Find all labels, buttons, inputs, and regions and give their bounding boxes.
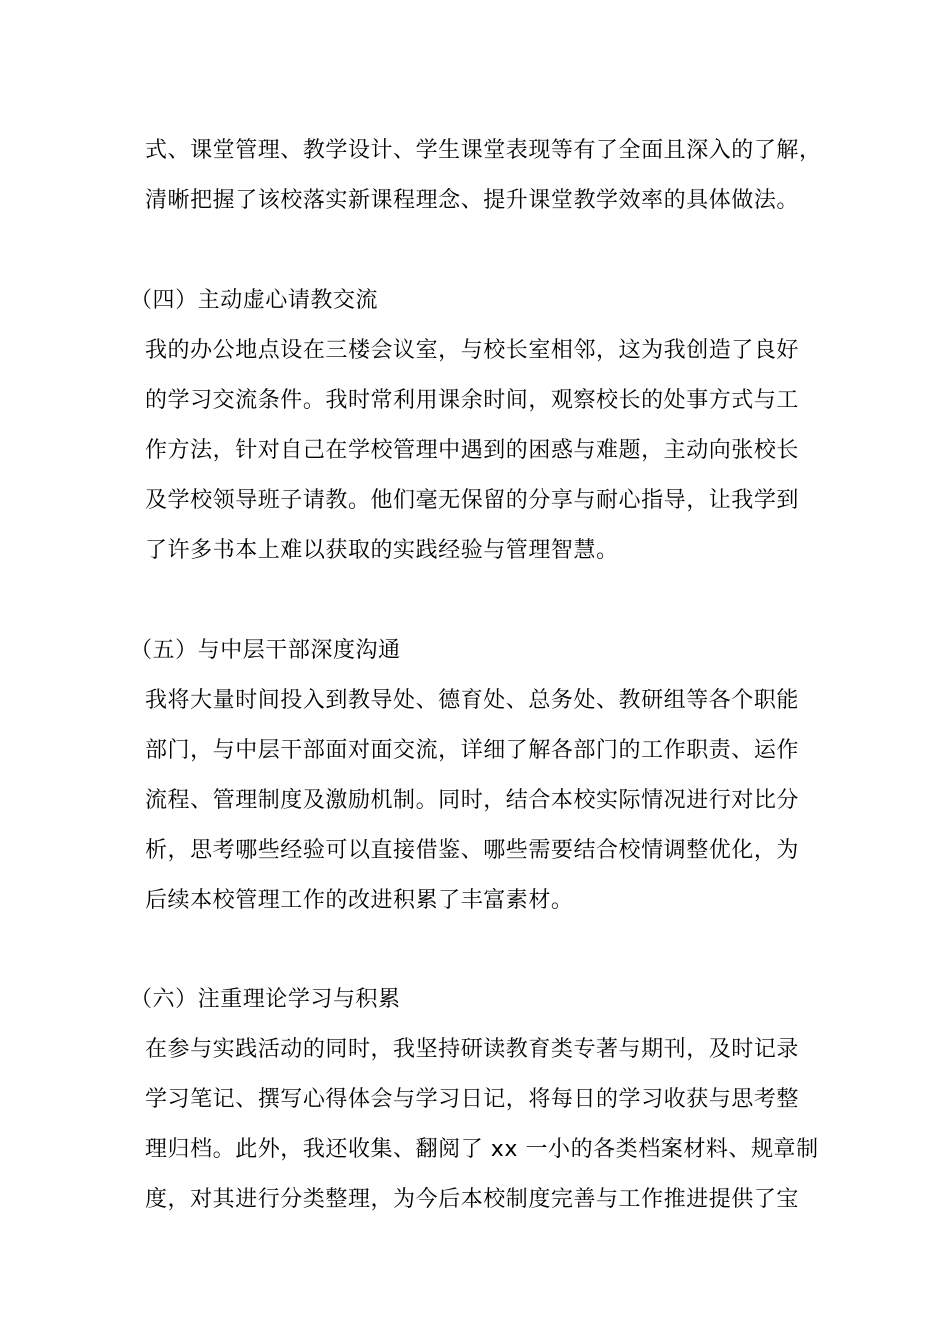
paragraph-line: 我的办公地点设在三楼会议室，与校长室相邻，这为我创造了良好 bbox=[145, 338, 799, 363]
paragraph-line: 式、课堂管理、教学设计、学生课堂表现等有了全面且深入的了解， bbox=[145, 138, 822, 163]
paragraph-line: 后续本校管理工作的改进积累了丰富素材。 bbox=[145, 888, 574, 913]
paragraph-line: 理归档。此外，我还收集、翻阅了 xx 一小的各类档案材料、规章制 bbox=[145, 1137, 819, 1162]
section-heading-5: （五）与中层干部深度沟通 bbox=[130, 638, 401, 663]
paragraph-line: 我将大量时间投入到教导处、德育处、总务处、教研组等各个职能 bbox=[145, 688, 799, 713]
paragraph-line: 了许多书本上难以获取的实践经验与管理智慧。 bbox=[145, 538, 619, 563]
paragraph-line: 作方法，针对自己在学校管理中遇到的困惑与难题，主动向张校长 bbox=[145, 438, 799, 463]
paragraph-line: 学习笔记、撰写心得体会与学习日记，将每日的学习收获与思考整 bbox=[145, 1087, 799, 1112]
section-heading-6: （六）注重理论学习与积累 bbox=[130, 987, 401, 1012]
paragraph-line: 度，对其进行分类整理，为今后本校制度完善与工作推进提供了宝 bbox=[145, 1187, 799, 1212]
paragraph-line: 清晰把握了该校落实新课程理念、提升课堂教学效率的具体做法。 bbox=[145, 188, 799, 213]
paragraph-line: 流程、管理制度及激励机制。同时，结合本校实际情况进行对比分 bbox=[145, 788, 799, 813]
paragraph-line: 在参与实践活动的同时，我坚持研读教育类专著与期刊，及时记录 bbox=[145, 1037, 799, 1062]
section-heading-4: （四）主动虚心请教交流 bbox=[130, 288, 379, 313]
paragraph-line: 部门，与中层干部面对面交流，详细了解各部门的工作职责、运作 bbox=[145, 738, 799, 763]
paragraph-line: 析，思考哪些经验可以直接借鉴、哪些需要结合校情调整优化，为 bbox=[145, 838, 799, 863]
paragraph-line: 及学校领导班子请教。他们毫无保留的分享与耐心指导，让我学到 bbox=[145, 488, 799, 513]
paragraph-line: 的学习交流条件。我时常利用课余时间，观察校长的处事方式与工 bbox=[145, 388, 799, 413]
